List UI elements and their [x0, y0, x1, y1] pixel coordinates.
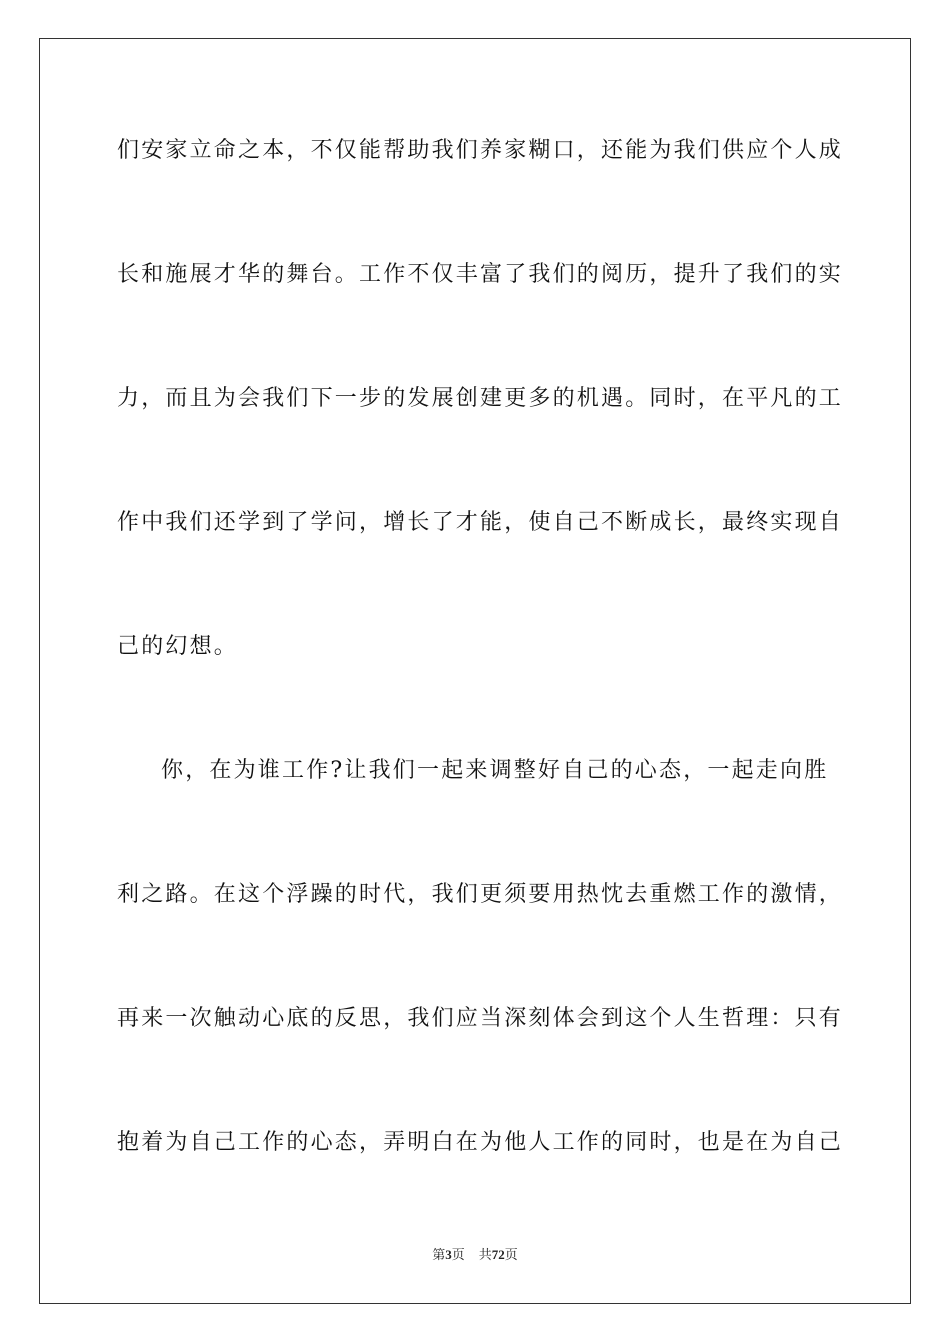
- text-line-9: 抱着为自己工作的心态，弄明白在为他人工作的同时，也是在为自己: [117, 1130, 844, 1155]
- total-suffix: 页: [504, 1248, 518, 1263]
- text-line-6: 你，在为谁工作?让我们一起来调整好自己的心态，一起走向胜: [161, 758, 829, 783]
- text-line-8: 再来一次触动心底的反思，我们应当深刻体会到这个人生哲理：只有: [117, 1006, 844, 1031]
- page-suffix: 页: [451, 1248, 465, 1263]
- text-line-5: 己的幻想。: [117, 634, 239, 659]
- page-number: 3: [445, 1247, 452, 1262]
- total-pages: 72: [491, 1247, 505, 1262]
- page-prefix: 第: [432, 1248, 446, 1263]
- text-line-2: 长和施展才华的舞台。工作不仅丰富了我们的阅历，提升了我们的实: [117, 262, 844, 287]
- text-line-3: 力，而且为会我们下一步的发展创建更多的机遇。同时，在平凡的工: [117, 386, 844, 411]
- text-line-1: 们安家立命之本，不仅能帮助我们养家糊口，还能为我们供应个人成: [117, 138, 844, 163]
- text-line-4: 作中我们还学到了学问，增长了才能，使自己不断成长，最终实现自: [117, 510, 844, 535]
- text-line-7: 利之路。在这个浮躁的时代，我们更须要用热忱去重燃工作的激情，: [117, 882, 844, 907]
- total-prefix: 共: [478, 1248, 492, 1263]
- page-footer: [0, 1246, 950, 1265]
- page-border: [39, 38, 911, 1304]
